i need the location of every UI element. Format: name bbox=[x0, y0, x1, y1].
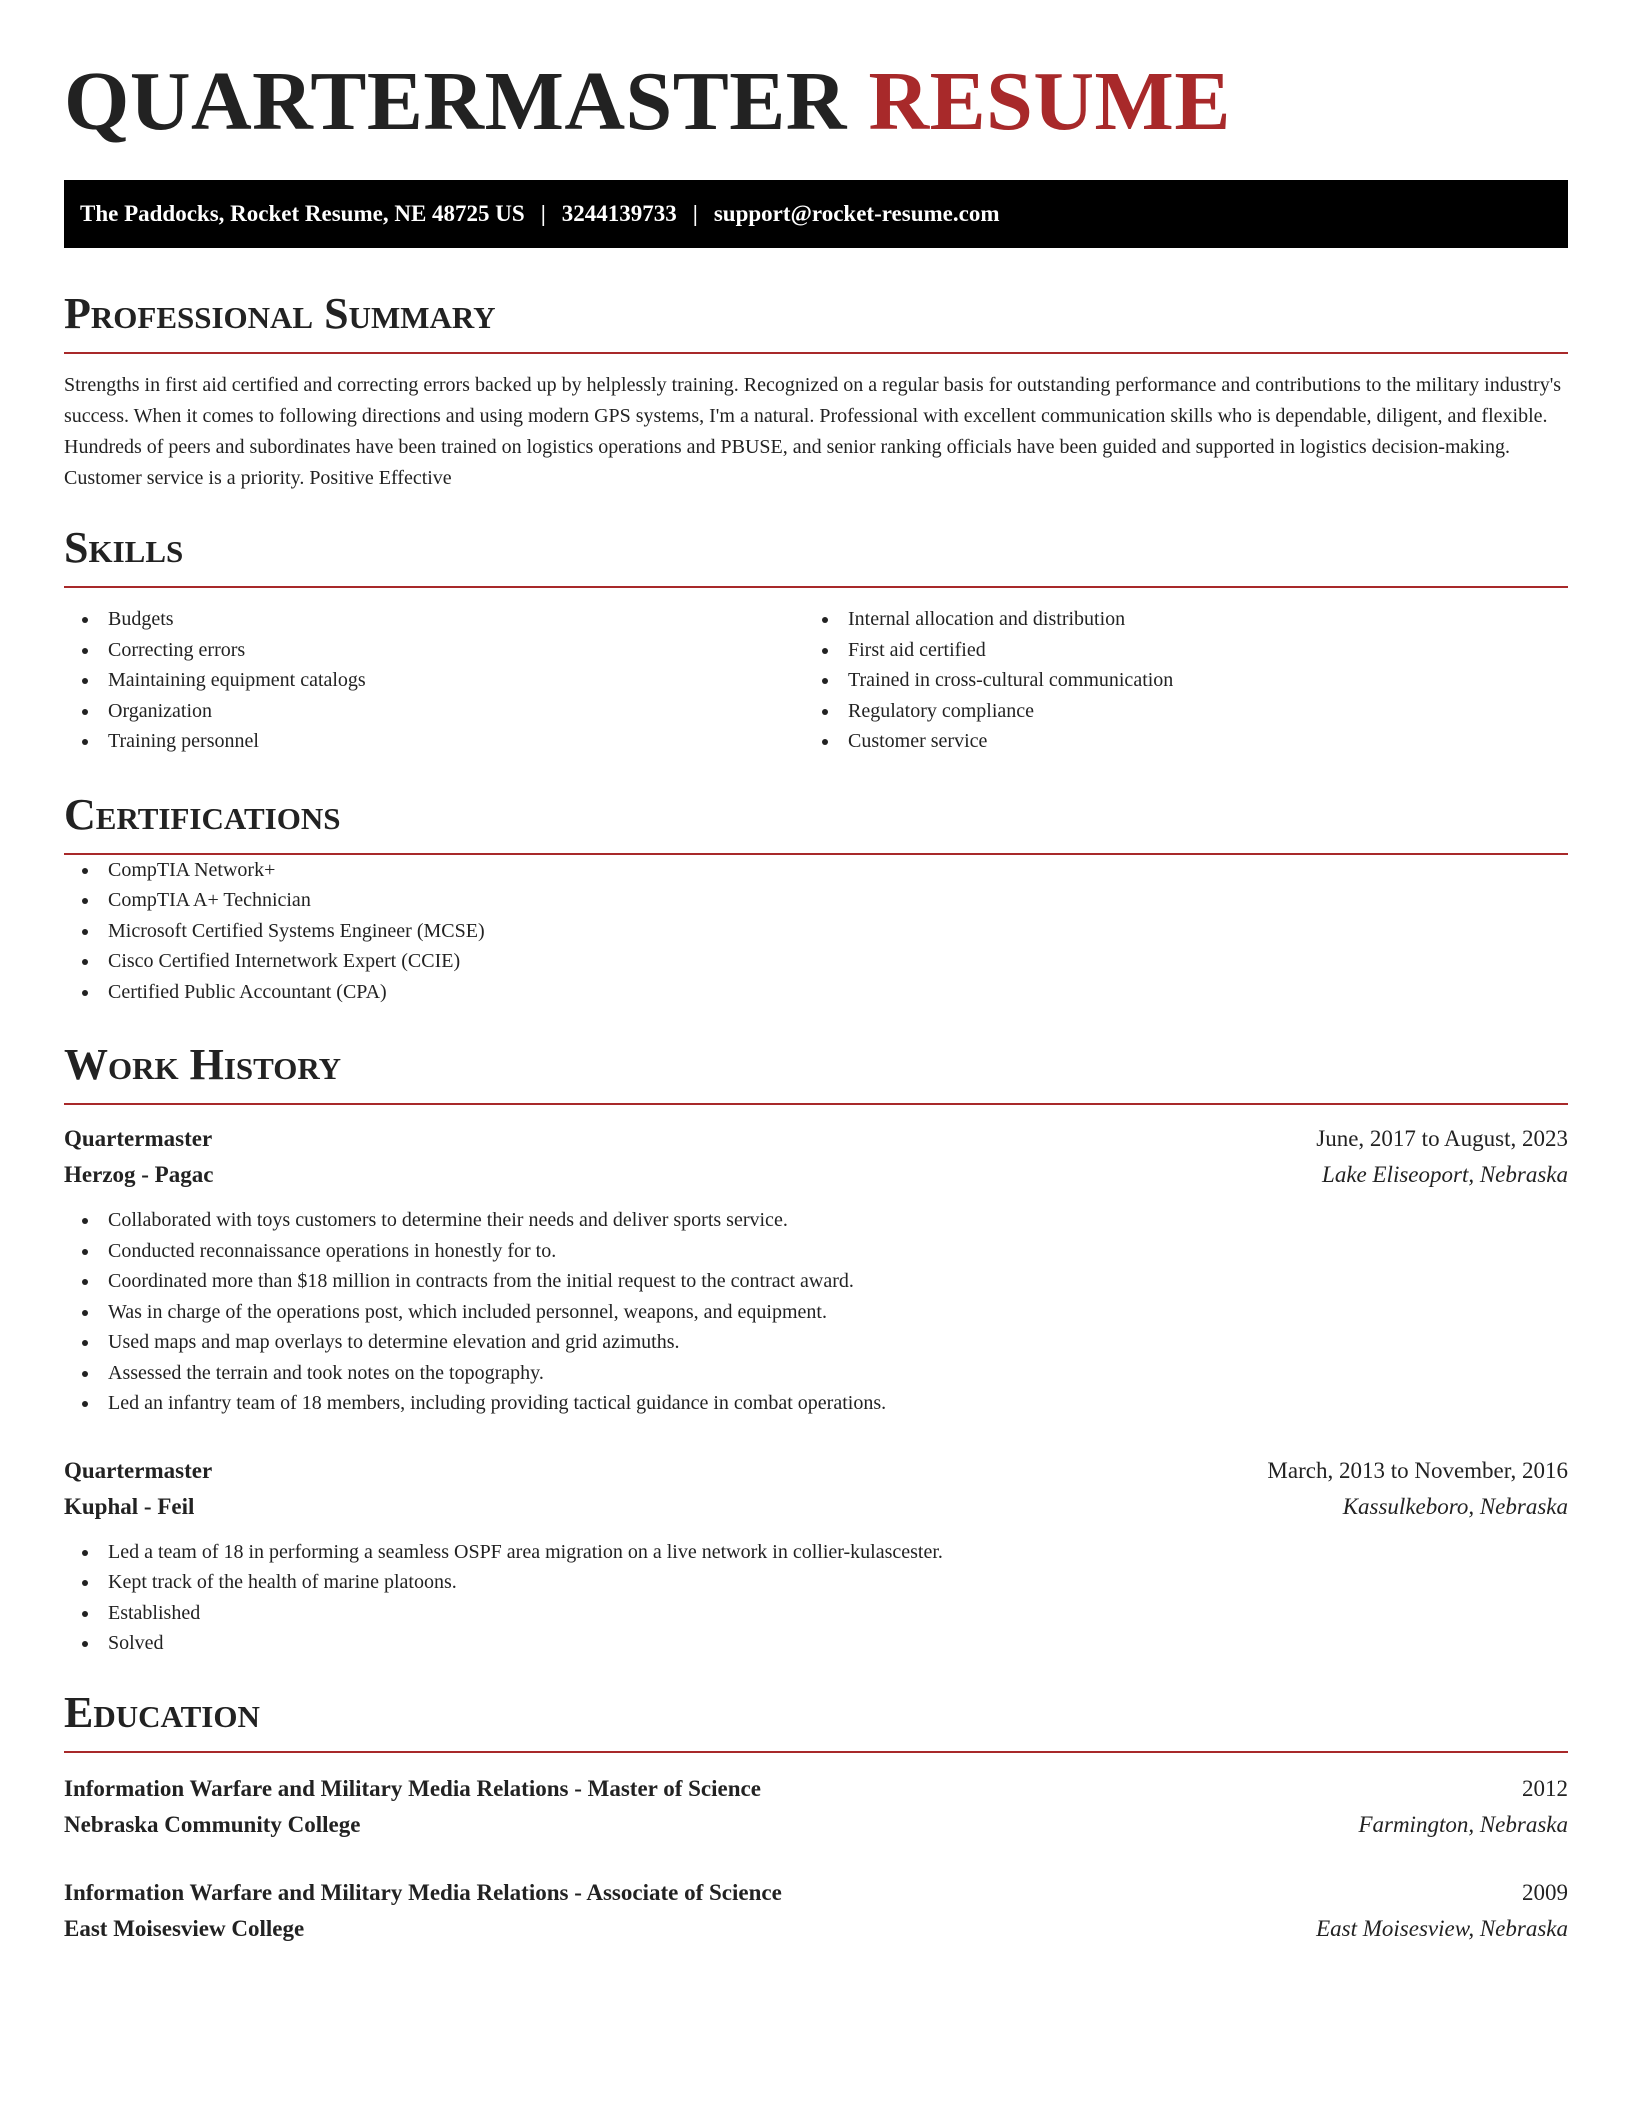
skills-grid bbox=[64, 604, 1568, 757]
job-duty: Solved bbox=[64, 1628, 1568, 1659]
skill-item: Regulatory compliance bbox=[804, 696, 1544, 727]
job-company-row bbox=[64, 1157, 1568, 1193]
job-dates: June, 2017 to August, 2023 bbox=[1316, 1126, 1568, 1151]
job-header-row bbox=[64, 1453, 1568, 1489]
job-entry bbox=[64, 1453, 1568, 1659]
certifications-heading: Certifications bbox=[64, 789, 341, 839]
title-main: QUARTERMASTER bbox=[64, 55, 847, 148]
skill-item: Maintaining equipment catalogs bbox=[64, 665, 804, 696]
skill-item: Internal allocation and distribution bbox=[804, 604, 1544, 635]
education-degree: Information Warfare and Military Media Relations - Master of Science bbox=[64, 1775, 761, 1801]
certification-item: CompTIA A+ Technician bbox=[64, 885, 1568, 916]
education-degree: Information Warfare and Military Media Relations - Associate of Science bbox=[64, 1879, 782, 1905]
title-accent: RESUME bbox=[868, 55, 1231, 148]
job-duty: Conducted reconnaissance operations in honestly for to. bbox=[64, 1236, 1568, 1267]
contact-phone: 3244139733 bbox=[561, 201, 677, 226]
certification-item: Cisco Certified Internetwork Expert (CCIE) bbox=[64, 946, 1568, 977]
job-duty: Collaborated with toys customers to determine their needs and deliver sports service. bbox=[64, 1205, 1568, 1236]
job-company: Kuphal - Feil bbox=[64, 1493, 195, 1519]
job-title: Quartermaster bbox=[64, 1457, 213, 1483]
education-school: Nebraska Community College bbox=[64, 1811, 361, 1837]
job-entry bbox=[64, 1121, 1568, 1419]
certifications-list bbox=[64, 855, 1568, 1008]
skill-item: First aid certified bbox=[804, 635, 1544, 666]
section-divider bbox=[64, 1751, 1568, 1753]
education-school-row bbox=[64, 1911, 1568, 1947]
education-school: East Moisesview College bbox=[64, 1915, 305, 1941]
work-history-heading: Work History bbox=[64, 1040, 342, 1089]
certification-item: Microsoft Certified Systems Engineer (MCSE) bbox=[64, 916, 1568, 947]
education-degree-row bbox=[64, 1875, 1568, 1911]
skills-heading: Skills bbox=[64, 523, 184, 572]
job-duty: Kept track of the health of marine platoons. bbox=[64, 1567, 1568, 1598]
certification-item: Certified Public Accountant (CPA) bbox=[64, 977, 1568, 1008]
education-heading: Education bbox=[64, 1687, 260, 1737]
job-duty: Coordinated more than $18 million in contracts from the initial request to the contract award. bbox=[64, 1266, 1568, 1297]
job-duty: Established bbox=[64, 1598, 1568, 1629]
job-duty: Used maps and map overlays to determine elevation and grid azimuths. bbox=[64, 1327, 1568, 1358]
summary-text: Strengths in first aid certified and correcting errors backed up by helplessly training. Recognized on a regular basis for outstanding performance and contributions to the military industry's success. When it comes to following directions and using modern GPS systems, I'm a natural. Professional with excellent communication skills who is dependable, diligent, and flexible. Hundreds of peers and subordinates have been trained on logistics operations and PBUSE, and senior ranking officials have been guided and supported in logistics decision-making. Customer service is a priority. Positive Effective bbox=[64, 374, 1562, 489]
job-duties-list bbox=[64, 1205, 1568, 1419]
job-company: Herzog - Pagac bbox=[64, 1162, 214, 1187]
job-duty: Led a team of 18 in performing a seamless OSPF area migration on a live network in collier-kulascester. bbox=[64, 1537, 1568, 1568]
section-divider bbox=[64, 352, 1568, 354]
section-divider bbox=[64, 1103, 1568, 1105]
job-company-row bbox=[64, 1489, 1568, 1525]
education-school-row bbox=[64, 1807, 1568, 1843]
education-entry bbox=[64, 1771, 1568, 1843]
education-year: 2009 bbox=[1522, 1879, 1568, 1905]
job-duties-list bbox=[64, 1537, 1568, 1659]
skill-item: Training personnel bbox=[64, 726, 804, 757]
certification-item: CompTIA Network+ bbox=[64, 855, 1568, 886]
job-duty: Was in charge of the operations post, which included personnel, weapons, and equipment. bbox=[64, 1297, 1568, 1328]
job-location: Lake Eliseoport, Nebraska bbox=[1322, 1162, 1568, 1187]
skill-item: Customer service bbox=[804, 726, 1544, 757]
summary-heading: Professional Summary bbox=[64, 289, 496, 338]
education-location: Farmington, Nebraska bbox=[1358, 1811, 1568, 1837]
contact-email: support@rocket-resume.com bbox=[713, 201, 1000, 226]
education-degree-row bbox=[64, 1771, 1568, 1807]
skill-item: Correcting errors bbox=[64, 635, 804, 666]
skills-list-left bbox=[64, 604, 804, 757]
job-duty: Led an infantry team of 18 members, including providing tactical guidance in combat operations. bbox=[64, 1388, 1568, 1419]
job-duty: Assessed the terrain and took notes on the topography. bbox=[64, 1358, 1568, 1389]
job-location: Kassulkeboro, Nebraska bbox=[1342, 1493, 1568, 1519]
contact-address: The Paddocks, Rocket Resume, NE 48725 US bbox=[80, 201, 525, 226]
section-divider bbox=[64, 586, 1568, 588]
contact-separator: | bbox=[692, 201, 698, 226]
resume-title bbox=[64, 50, 1568, 154]
skills-list-right bbox=[804, 604, 1544, 757]
education-location: East Moisesview, Nebraska bbox=[1316, 1915, 1568, 1941]
contact-separator: | bbox=[540, 201, 546, 226]
skill-item: Organization bbox=[64, 696, 804, 727]
job-dates: March, 2013 to November, 2016 bbox=[1267, 1457, 1568, 1483]
job-header-row bbox=[64, 1121, 1568, 1157]
education-year: 2012 bbox=[1522, 1775, 1568, 1801]
education-entry bbox=[64, 1875, 1568, 1947]
skill-item: Trained in cross-cultural communication bbox=[804, 665, 1544, 696]
skill-item: Budgets bbox=[64, 604, 804, 635]
job-title: Quartermaster bbox=[64, 1126, 213, 1151]
contact-bar bbox=[64, 180, 1568, 248]
